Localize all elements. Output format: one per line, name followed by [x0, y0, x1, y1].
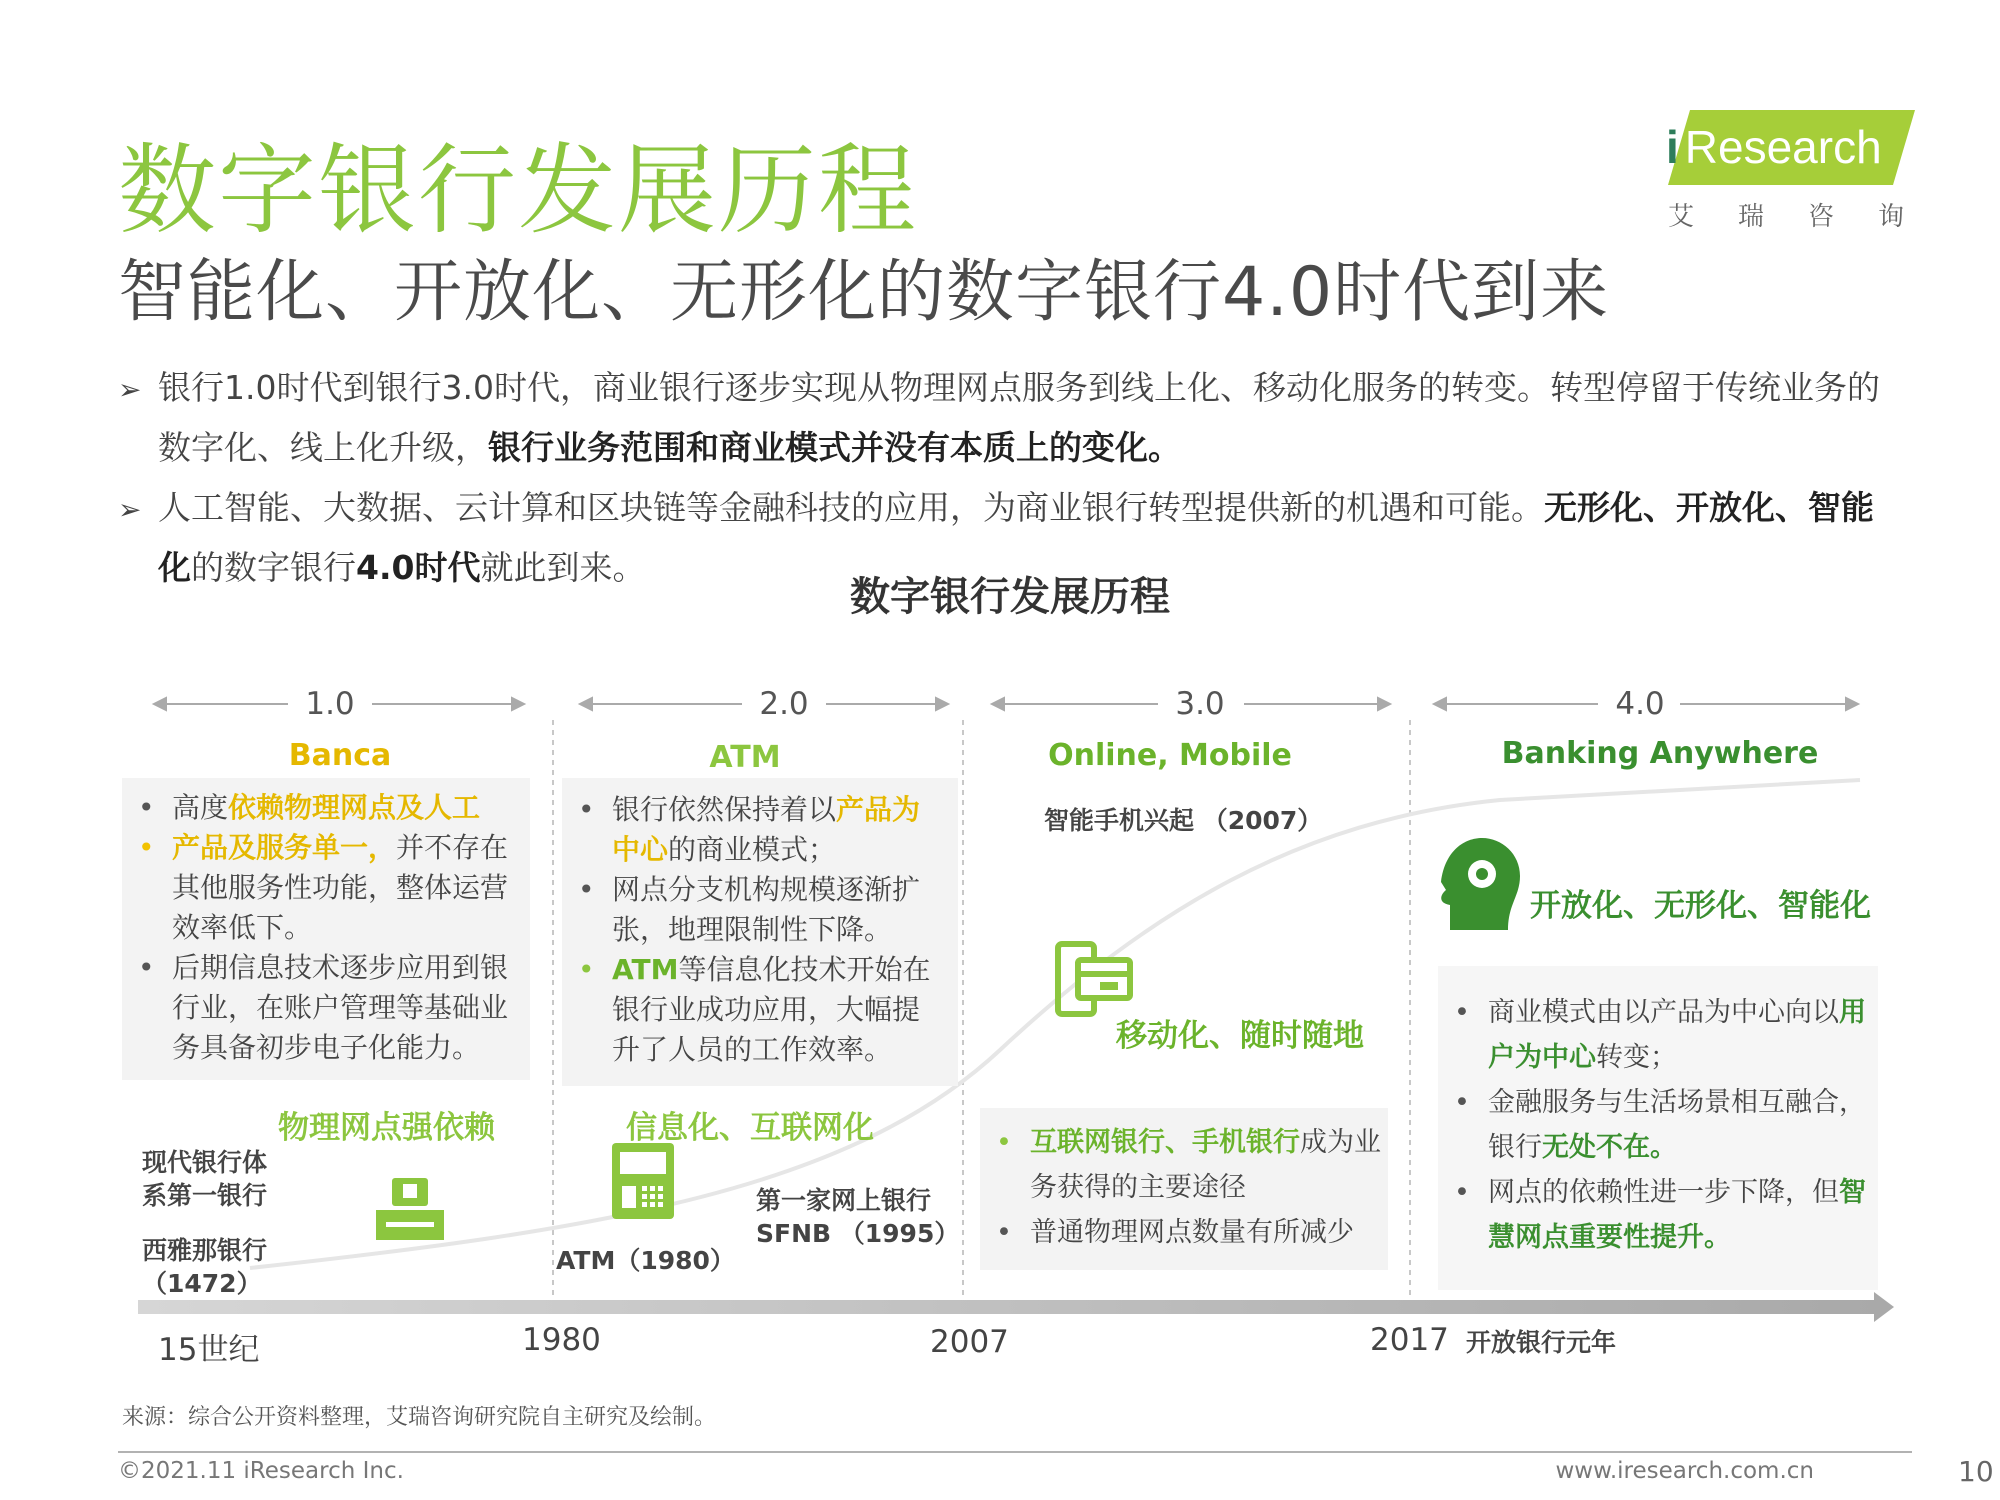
- theme-label-2: 信息化、互联网化: [626, 1110, 874, 1146]
- intro-text: 银行1.0时代到银行3.0时代，商业银行逐步实现从物理网点服务到线上化、移动化服务的转变。转型停留于传统业务的: [158, 368, 1880, 407]
- page-number: 10: [1958, 1455, 1994, 1488]
- list-item: • 普通物理网点数量有所减少: [1030, 1210, 1388, 1255]
- theme-label-3: 移动化、随时随地: [1116, 1018, 1364, 1054]
- timeline-year-2007: 2007: [930, 1324, 1009, 1360]
- era-name-2: ATM: [709, 740, 781, 775]
- era-name-3: Online, Mobile: [1048, 738, 1292, 773]
- theme-label-4: 开放化、无形化、智能化: [1530, 888, 1871, 924]
- timeline-year-2017: 2017: [1370, 1322, 1449, 1358]
- mobile-phone-icon: [1058, 944, 1130, 1014]
- intro-text: 就此到来。: [480, 548, 646, 587]
- intro-text: 人工智能、大数据、云计算和区块链等金融科技的应用，为商业银行转型提供新的机遇和可能。: [158, 488, 1544, 527]
- diagram-title: 数字银行发展历程: [850, 574, 1170, 620]
- logo-wordmark: [1672, 120, 1882, 174]
- page-title: 数字银行发展历程: [118, 134, 919, 248]
- era-number-2: 2.0: [759, 686, 809, 722]
- bank-branch-icon: [376, 1178, 444, 1240]
- timeline-year-1980: 1980: [522, 1322, 601, 1358]
- era-number-1: 1.0: [305, 686, 355, 722]
- milestone-smartphone: 智能手机兴起 （2007）: [1044, 806, 1323, 835]
- list-item: • 互联网银行、手机银行成为业 务获得的主要途径: [1030, 1120, 1388, 1210]
- timeline-bar: [138, 1300, 1878, 1314]
- era-3-description-box: [980, 1108, 1388, 1270]
- intro-emphasis: 银行业务范围和商业模式并没有本质上的变化。: [488, 428, 1181, 467]
- milestone-sfnb: 第一家网上银行 SFNB （1995）: [756, 1186, 960, 1248]
- era-2-description-box: [562, 778, 958, 1086]
- logo-chinese: 艾瑞咨询: [1668, 202, 1949, 232]
- era-number-3: 3.0: [1175, 686, 1225, 722]
- intro-text: 的数字银行: [191, 548, 356, 587]
- list-item: • 银行依然保持着以产品为 中心的商业模式；: [612, 790, 958, 870]
- era-name-4: Banking Anywhere: [1501, 736, 1819, 771]
- intro-text: 数字化、线上化升级，: [158, 428, 488, 467]
- intro-bullet-1-line-2: [158, 426, 1181, 470]
- timeline-arrowhead: [1874, 1292, 1894, 1322]
- page-subtitle: 智能化、开放化、无形化的数字银行4.0时代到来: [118, 253, 1610, 332]
- list-item: • 产品及服务单一，并不存在 其他服务性功能，整体运营 效率低下。: [172, 828, 530, 948]
- source-note: 来源：综合公开资料整理，艾瑞咨询研究院自主研究及绘制。: [122, 1405, 717, 1430]
- list-item: • 网点的依赖性进一步下降，但智 慧网点重要性提升。: [1488, 1170, 1878, 1260]
- era-1-description-box: [122, 778, 530, 1080]
- list-item: • ATM等信息化技术开始在 银行业成功应用，大幅提 升了人员的工作效率。: [612, 950, 958, 1070]
- head-gear-icon: [1441, 838, 1520, 930]
- intro-bullet-1-line-1: [118, 366, 1880, 412]
- atm-icon-label: ATM: [622, 1159, 658, 1177]
- era-4-description-box: [1438, 966, 1878, 1290]
- list-item: • 商业模式由以产品为中心向以用 户为中心转变；: [1488, 990, 1878, 1080]
- intro-bullet-2-line-2: [158, 546, 645, 590]
- list-item: • 金融服务与生活场景相互融合， 银行无处不在。: [1488, 1080, 1878, 1170]
- footer-copyright: ©2021.11 iResearch Inc.: [118, 1458, 404, 1484]
- milestone-first-bank: 现代银行体 系第一银行: [142, 1148, 268, 1210]
- milestone-siena-bank: 西雅那银行 （1472）: [142, 1236, 268, 1298]
- list-item: • 后期信息技术逐步应用到银 行业，在账户管理等基础业 务具备初步电子化能力。: [172, 948, 530, 1068]
- intro-emphasis: 化: [158, 548, 191, 587]
- intro-emphasis: 4.0时代: [356, 548, 481, 587]
- list-item: • 高度依赖物理网点及人工: [172, 788, 530, 828]
- era-number-4: 4.0: [1615, 686, 1665, 722]
- intro-bullet-2-line-1: [118, 486, 1874, 532]
- list-item: • 网点分支机构规模逐渐扩 张，地理限制性下降。: [612, 870, 958, 950]
- footer-website: www.iresearch.com.cn: [1555, 1458, 1814, 1484]
- timeline-note-2017: 开放银行元年: [1466, 1328, 1617, 1357]
- intro-emphasis: 无形化、开放化、智能: [1544, 488, 1874, 527]
- arrow-bullet-icon: ➢: [118, 493, 142, 526]
- era-name-1: Banca: [288, 738, 392, 773]
- milestone-atm: ATM（1980）: [556, 1246, 735, 1275]
- theme-label-1: 物理网点强依赖: [278, 1110, 495, 1146]
- arrow-bullet-icon: ➢: [118, 373, 142, 406]
- logo-text: Research: [1684, 121, 1882, 173]
- logo-i-letter: i: [1666, 121, 1679, 173]
- timeline-year-15c: 15世纪: [158, 1332, 260, 1368]
